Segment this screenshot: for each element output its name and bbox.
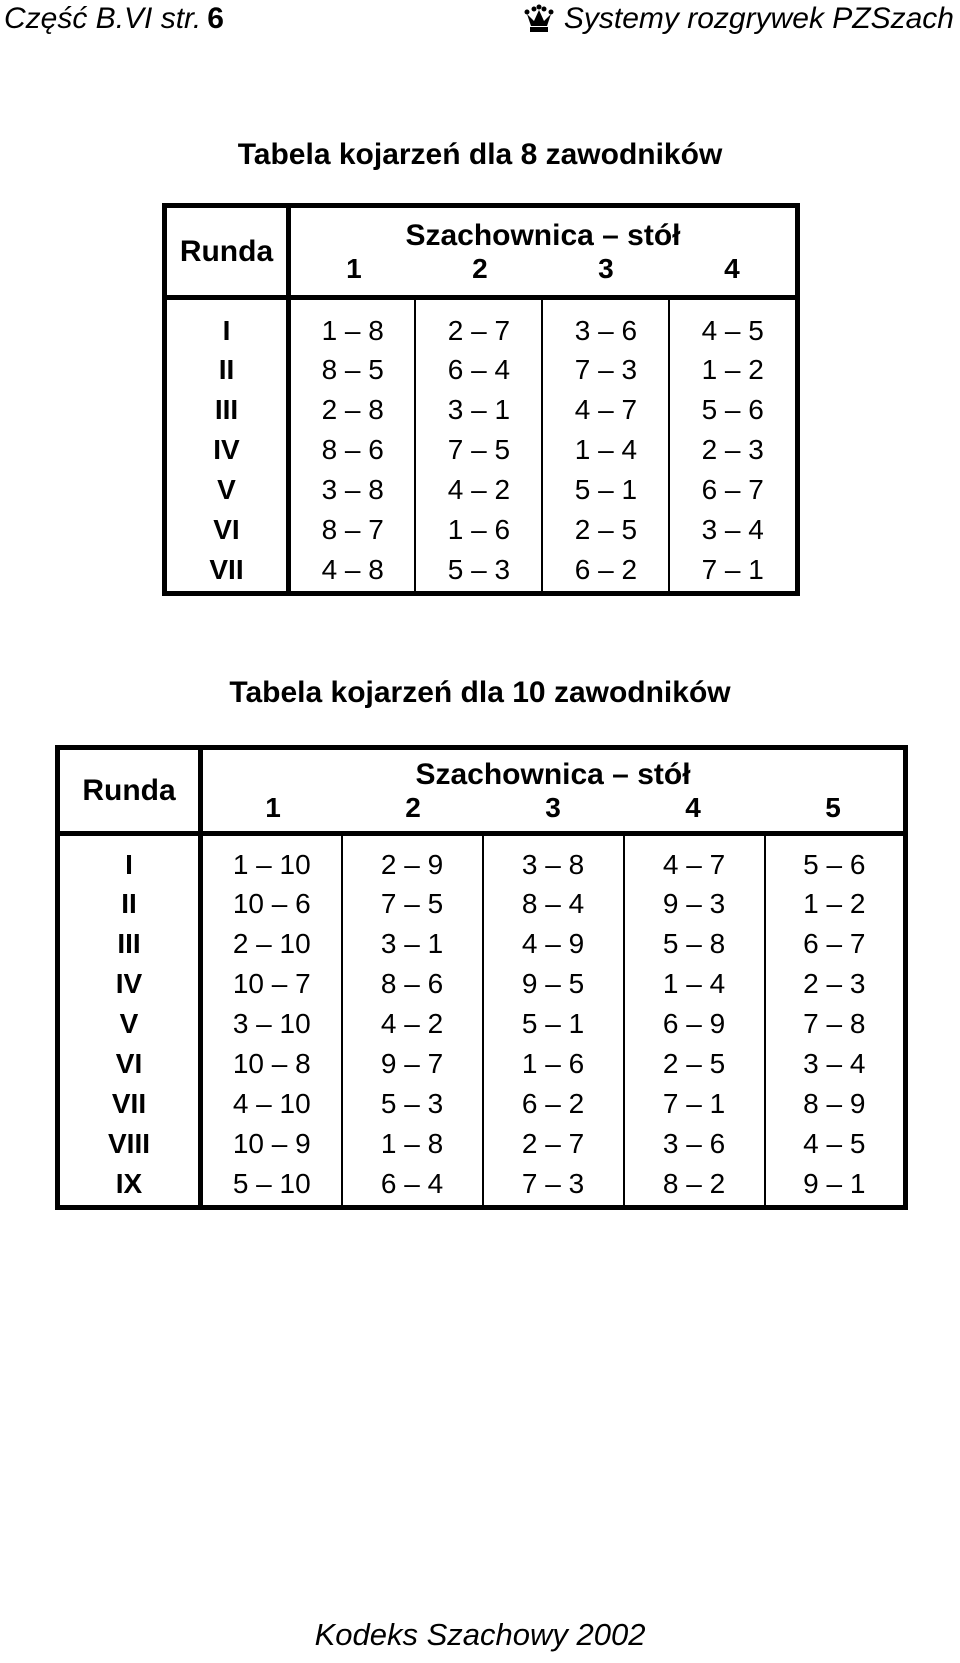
pairing-cell: 4 – 7: [624, 834, 765, 884]
pairing-cell: 3 – 10: [201, 1004, 342, 1044]
round-row: [58, 1124, 906, 1164]
pairing-cell: 7 – 1: [624, 1084, 765, 1124]
round-label: VII: [165, 550, 289, 594]
pairing-cell: 3 – 6: [542, 298, 669, 350]
board-number: 2: [472, 252, 488, 284]
pairing-cell: 5 – 3: [342, 1084, 483, 1124]
round-row: [165, 350, 798, 390]
pairing-cell: 1 – 6: [483, 1044, 624, 1084]
pairing-cell: 9 – 7: [342, 1044, 483, 1084]
pairing-cell: 4 – 5: [669, 298, 797, 350]
pairing-cell: 8 – 5: [288, 350, 415, 390]
pairing-cell: 3 – 1: [342, 924, 483, 964]
round-label: III: [58, 924, 201, 964]
pairing-cell: 7 – 8: [765, 1004, 906, 1044]
pairing-cell: 3 – 8: [288, 470, 415, 510]
round-label: IX: [58, 1164, 201, 1208]
pairing-cell: 5 – 1: [542, 470, 669, 510]
pairing-cell: 8 – 6: [342, 964, 483, 1004]
round-label: I: [58, 834, 201, 884]
board-number: 5: [825, 791, 841, 823]
round-row: [58, 1164, 906, 1208]
round-label: V: [58, 1004, 201, 1044]
round-label: VI: [165, 510, 289, 550]
round-row: [165, 470, 798, 510]
page-header-left: [4, 2, 224, 36]
pairing-cell: 7 – 3: [483, 1164, 624, 1208]
pairing-cell: 1 – 10: [201, 834, 342, 884]
pairing-cell: 4 – 2: [415, 470, 542, 510]
round-label: II: [58, 884, 201, 924]
pairing-cell: 8 – 4: [483, 884, 624, 924]
round-label: IV: [58, 964, 201, 1004]
pairing-cell: 6 – 2: [542, 550, 669, 594]
pairing-cell: 4 – 2: [342, 1004, 483, 1044]
board-number: 4: [724, 252, 740, 284]
pairing-cell: 3 – 4: [669, 510, 797, 550]
pairing-cell: 6 – 7: [669, 470, 797, 510]
document-title: Systemy rozgrywek PZSzach: [563, 2, 954, 35]
boards-label: Szachownica – stół: [415, 757, 691, 791]
round-row: [58, 884, 906, 924]
pairing-cell: 2 – 7: [483, 1124, 624, 1164]
pairing-cell: 1 – 4: [542, 430, 669, 470]
pairing-cell: 7 – 5: [415, 430, 542, 470]
pairing-table-10: [55, 745, 908, 1210]
pairing-cell: 4 – 9: [483, 924, 624, 964]
round-row: [58, 1084, 906, 1124]
pairing-cell: 1 – 2: [669, 350, 797, 390]
chess-queen-icon: [524, 4, 554, 34]
round-row: [165, 430, 798, 470]
pairing-cell: 8 – 2: [624, 1164, 765, 1208]
pairing-cell: 5 – 10: [201, 1164, 342, 1208]
board-number: 4: [685, 791, 701, 823]
round-row: [58, 964, 906, 1004]
round-label: I: [165, 298, 289, 350]
pairing-cell: 3 – 1: [415, 390, 542, 430]
board-number: 1: [346, 252, 362, 284]
boards-header: [201, 748, 906, 834]
pairing-cell: 4 – 8: [288, 550, 415, 594]
pairing-cell: 1 – 8: [288, 298, 415, 350]
pairing-cell: 9 – 1: [765, 1164, 906, 1208]
page-number: 6: [207, 2, 224, 35]
pairing-cell: 7 – 5: [342, 884, 483, 924]
pairing-cell: 2 – 8: [288, 390, 415, 430]
pairing-cell: 2 – 10: [201, 924, 342, 964]
pairing-cell: 5 – 6: [765, 834, 906, 884]
pairing-cell: 6 – 9: [624, 1004, 765, 1044]
pairing-cell: 5 – 3: [415, 550, 542, 594]
pairing-cell: 3 – 6: [624, 1124, 765, 1164]
pairing-cell: 4 – 5: [765, 1124, 906, 1164]
pairing-cell: 10 – 9: [201, 1124, 342, 1164]
round-label: IV: [165, 430, 289, 470]
pairing-cell: 4 – 10: [201, 1084, 342, 1124]
pairing-cell: 2 – 5: [624, 1044, 765, 1084]
board-number: 2: [405, 791, 421, 823]
pairing-cell: 5 – 8: [624, 924, 765, 964]
round-row: [58, 834, 906, 884]
pairing-cell: 9 – 3: [624, 884, 765, 924]
round-label: V: [165, 470, 289, 510]
runda-header: Runda: [58, 748, 201, 834]
board-number: 3: [598, 252, 614, 284]
board-numbers: [203, 792, 903, 824]
round-label: III: [165, 390, 289, 430]
round-label: VI: [58, 1044, 201, 1084]
round-row: [165, 550, 798, 594]
section-label: Część B.VI str.: [4, 2, 202, 35]
runda-header: Runda: [165, 206, 289, 298]
round-row: [58, 1044, 906, 1084]
pairing-cell: 9 – 5: [483, 964, 624, 1004]
pairing-cell: 2 – 3: [765, 964, 906, 1004]
round-label: VIII: [58, 1124, 201, 1164]
boards-label: Szachownica – stół: [405, 218, 681, 252]
pairing-cell: 1 – 4: [624, 964, 765, 1004]
pairing-cell: 8 – 6: [288, 430, 415, 470]
pairing-cell: 4 – 7: [542, 390, 669, 430]
pairing-cell: 1 – 8: [342, 1124, 483, 1164]
page-header-right: [524, 2, 954, 36]
pairing-cell: 1 – 2: [765, 884, 906, 924]
pairing-cell: 6 – 4: [342, 1164, 483, 1208]
round-label: II: [165, 350, 289, 390]
table8-title: Tabela kojarzeń dla 8 zawodników: [237, 138, 723, 171]
pairing-cell: 2 – 7: [415, 298, 542, 350]
pairing-cell: 7 – 3: [542, 350, 669, 390]
round-row: [58, 924, 906, 964]
round-row: [165, 298, 798, 350]
round-label: VII: [58, 1084, 201, 1124]
pairing-cell: 3 – 4: [765, 1044, 906, 1084]
footer-text: Kodeks Szachowy 2002: [314, 1617, 646, 1652]
board-numbers: [291, 253, 795, 285]
round-row: [165, 510, 798, 550]
pairing-cell: 2 – 9: [342, 834, 483, 884]
pairing-cell: 2 – 5: [542, 510, 669, 550]
board-number: 1: [265, 791, 281, 823]
board-number: 3: [545, 791, 561, 823]
round-row: [58, 1004, 906, 1044]
pairing-cell: 10 – 7: [201, 964, 342, 1004]
pairing-cell: 5 – 1: [483, 1004, 624, 1044]
pairing-table-8: [162, 203, 800, 596]
pairing-cell: 8 – 9: [765, 1084, 906, 1124]
pairing-cell: 7 – 1: [669, 550, 797, 594]
pairing-cell: 6 – 7: [765, 924, 906, 964]
boards-header: [288, 206, 797, 298]
pairing-cell: 3 – 8: [483, 834, 624, 884]
round-row: [165, 390, 798, 430]
pairing-cell: 2 – 3: [669, 430, 797, 470]
pairing-cell: 6 – 2: [483, 1084, 624, 1124]
pairing-cell: 6 – 4: [415, 350, 542, 390]
table10-title: Tabela kojarzeń dla 10 zawodników: [229, 676, 731, 709]
pairing-cell: 1 – 6: [415, 510, 542, 550]
pairing-cell: 5 – 6: [669, 390, 797, 430]
pairing-cell: 10 – 6: [201, 884, 342, 924]
pairing-cell: 10 – 8: [201, 1044, 342, 1084]
pairing-cell: 8 – 7: [288, 510, 415, 550]
